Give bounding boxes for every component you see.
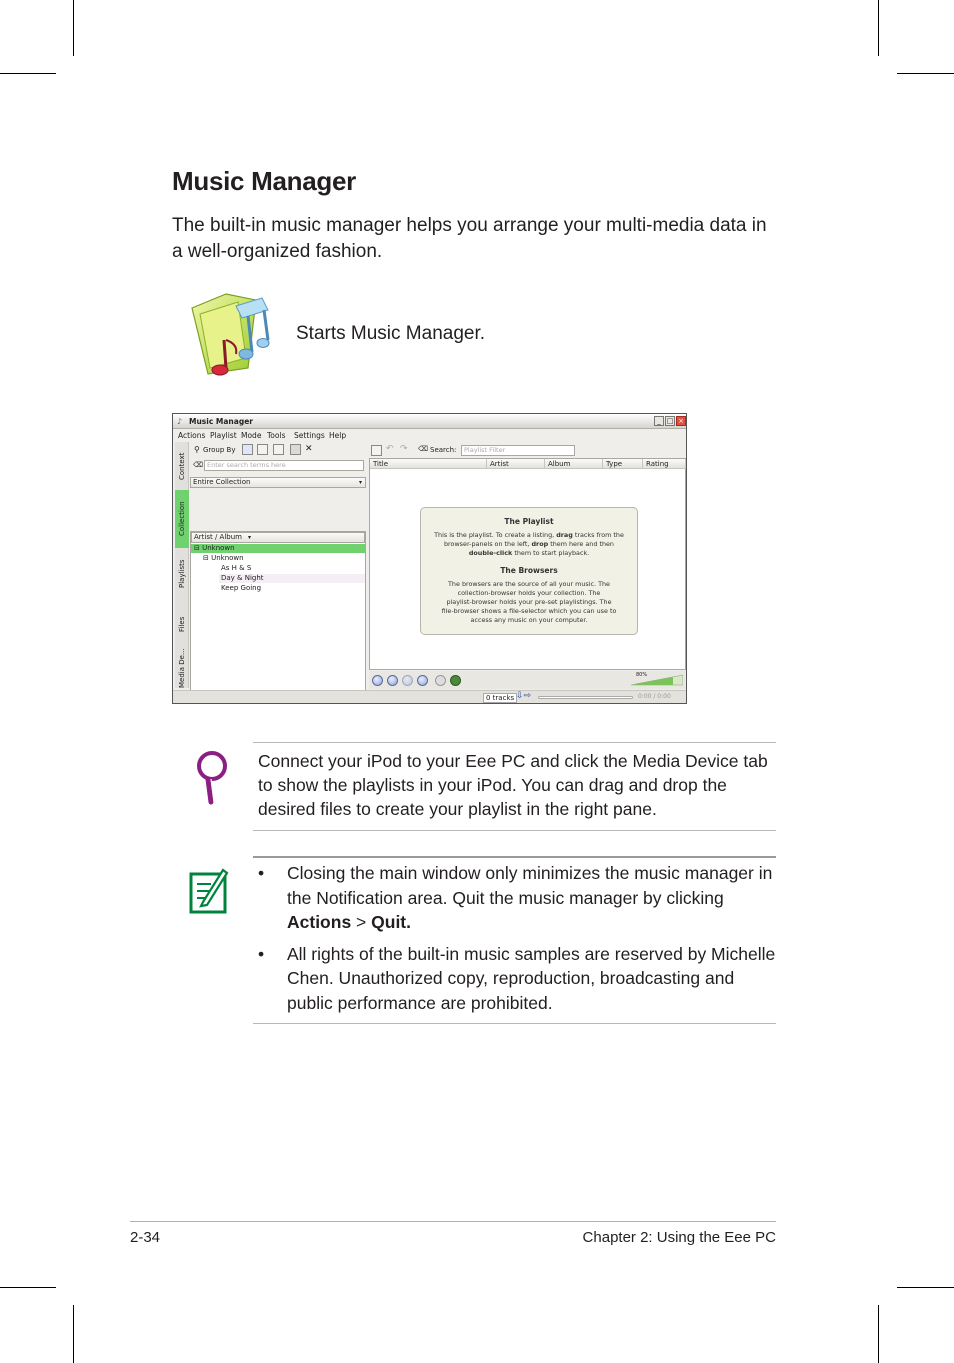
window-title: Music Manager bbox=[189, 417, 253, 426]
collection-tree bbox=[190, 531, 366, 704]
tree-artist-label: Unknown bbox=[202, 544, 235, 552]
crop-mark bbox=[897, 1287, 954, 1288]
tree-header[interactable] bbox=[191, 532, 365, 543]
bubble-line bbox=[421, 531, 637, 540]
music-folder-icon[interactable] bbox=[186, 288, 280, 380]
note-item-emphasis: Quit. bbox=[371, 912, 411, 932]
bubble-text: tracks from the bbox=[572, 531, 624, 539]
player-toolbar bbox=[369, 671, 686, 689]
note-item-text: All rights of the built-in music samples are reserved by Michelle Chen. Unauthorized copy, reproduction, broadcasting and public performance are prohibited. bbox=[287, 943, 776, 1013]
bubble-heading-browsers: The Browsers bbox=[500, 566, 558, 575]
tip-top-rule bbox=[253, 742, 776, 743]
bubble-text: This is the playlist. To create a listing, bbox=[434, 531, 557, 539]
column-artist[interactable]: Artist bbox=[487, 459, 545, 469]
playlist-pane bbox=[369, 442, 686, 690]
crop-mark bbox=[878, 1305, 879, 1363]
new-playlist-icon[interactable] bbox=[371, 445, 382, 456]
seek-slider[interactable] bbox=[538, 696, 633, 699]
filter-icon[interactable] bbox=[290, 444, 301, 455]
redo-icon[interactable]: ↷ bbox=[400, 444, 408, 454]
note-icon bbox=[189, 866, 229, 916]
footer-rule bbox=[130, 1221, 776, 1222]
magnifier-icon bbox=[193, 750, 229, 808]
group-icon: ⚲ bbox=[194, 445, 200, 454]
bubble-emphasis: double-click bbox=[468, 549, 513, 557]
bubble-text: them here and then bbox=[548, 540, 614, 548]
menu-actions[interactable]: Actions bbox=[178, 431, 206, 440]
tools-icon[interactable]: ✕ bbox=[305, 444, 313, 454]
clear-filter-icon[interactable]: ⌫ bbox=[418, 445, 428, 453]
tree-row-track[interactable]: Keep Going bbox=[221, 584, 262, 592]
note-item-text: Closing the main window only minimizes the music manager in the Notification area. Quit the music manager by clicking bbox=[287, 863, 773, 908]
track-count: 0 tracks bbox=[483, 693, 517, 703]
menu-settings[interactable]: Settings bbox=[294, 431, 325, 440]
time-display: 0:00 / 0:00 bbox=[638, 693, 671, 700]
menu-help[interactable]: Help bbox=[329, 431, 347, 440]
crop-mark bbox=[0, 1287, 56, 1288]
crop-mark bbox=[73, 0, 74, 56]
chapter-title: Chapter 2: Using the Eee PC bbox=[582, 1229, 776, 1246]
bubble-emphasis: drop bbox=[531, 540, 549, 548]
page-title: Music Manager bbox=[172, 166, 356, 196]
tab-collection[interactable]: Collection bbox=[175, 490, 189, 548]
note-item-emphasis: Actions bbox=[287, 912, 352, 932]
note-list bbox=[258, 861, 778, 1022]
note-item bbox=[258, 942, 778, 1016]
next-icon[interactable] bbox=[417, 675, 428, 686]
bubble-emphasis: drag bbox=[556, 531, 573, 539]
bubble-line: access any music on your computer. bbox=[470, 616, 588, 624]
list-icon[interactable] bbox=[257, 444, 268, 455]
crop-mark bbox=[878, 0, 879, 56]
maximize-button[interactable]: □ bbox=[666, 417, 674, 425]
window-titlebar bbox=[173, 414, 686, 429]
menu-tools[interactable]: Tools bbox=[267, 431, 286, 440]
music-note-icon: ♪ bbox=[177, 417, 183, 426]
volume-value: 80% bbox=[636, 672, 648, 678]
view-icon[interactable] bbox=[242, 444, 253, 455]
chevron-down-icon: ▾ bbox=[358, 479, 362, 486]
status-bar bbox=[173, 690, 686, 703]
column-rating[interactable]: Rating bbox=[643, 459, 686, 469]
undo-icon[interactable]: ↶ bbox=[386, 444, 394, 454]
playlist-help-bubble bbox=[420, 507, 638, 635]
bubble-text: them to start playback. bbox=[512, 549, 590, 557]
column-title[interactable]: Title bbox=[370, 459, 487, 469]
lastfm-icon[interactable] bbox=[450, 675, 461, 686]
collection-filter-value: Entire Collection bbox=[193, 478, 251, 486]
music-manager-screenshot bbox=[172, 413, 687, 704]
tab-context[interactable]: Context bbox=[178, 452, 186, 480]
download-icon[interactable]: ⇩⇨ bbox=[516, 691, 532, 701]
playlist-filter-input[interactable]: Playlist Filter bbox=[461, 445, 575, 456]
tree-row-artist[interactable]: ⊟ Unknown bbox=[191, 544, 365, 553]
tip-bottom-rule bbox=[253, 830, 776, 831]
search-label: Search: bbox=[430, 446, 457, 454]
tip-text: Connect your iPod to your Eee PC and click the Media Device tab to show the playlists in your iPod. You can drag and drop the desired files to create your playlist in the right pane. bbox=[258, 751, 768, 819]
tab-files[interactable]: Files bbox=[178, 616, 186, 632]
note-item bbox=[258, 861, 778, 935]
collection-browser bbox=[189, 442, 367, 690]
bubble-line: The browsers are the source of all your music. The bbox=[448, 580, 610, 588]
info-icon[interactable] bbox=[273, 444, 284, 455]
bubble-text: browser-panels on the left, bbox=[444, 540, 532, 548]
column-album[interactable]: Album bbox=[545, 459, 603, 469]
tab-playlists[interactable]: Playlists bbox=[178, 559, 186, 589]
play-icon[interactable] bbox=[387, 675, 398, 686]
bubble-line bbox=[421, 540, 637, 549]
bubble-line: collection-browser holds your collection. The bbox=[457, 589, 601, 597]
browser-tabs bbox=[175, 442, 189, 688]
bubble-heading-playlist: The Playlist bbox=[504, 517, 554, 526]
menu-bar bbox=[173, 429, 686, 442]
tab-media-device[interactable]: Media De... bbox=[178, 648, 186, 688]
tree-header-label: Artist / Album bbox=[194, 533, 242, 541]
note-bottom-rule bbox=[253, 1023, 776, 1024]
minimize-button[interactable]: _ bbox=[654, 416, 664, 426]
previous-icon[interactable] bbox=[372, 675, 383, 686]
note-top-rule bbox=[253, 856, 776, 858]
search-input[interactable]: Enter search terms here bbox=[204, 460, 364, 471]
bullet-mark: • bbox=[258, 863, 265, 883]
collection-filter-select[interactable] bbox=[190, 477, 366, 488]
crop-mark bbox=[73, 1305, 74, 1363]
playlist-table bbox=[369, 458, 686, 670]
clear-search-icon[interactable]: ⌫ bbox=[193, 461, 203, 469]
menu-mode[interactable]: Mode bbox=[241, 431, 262, 440]
tree-row-track[interactable]: Day & Night bbox=[219, 574, 365, 583]
menu-playlist[interactable]: Playlist bbox=[210, 431, 237, 440]
group-by-button[interactable]: Group By bbox=[203, 446, 236, 454]
starts-caption: Starts Music Manager. bbox=[296, 323, 486, 344]
crop-mark bbox=[0, 73, 56, 74]
crop-mark bbox=[897, 73, 954, 74]
tree-row-track[interactable]: As H & S bbox=[221, 564, 252, 572]
note-item-text: > bbox=[351, 912, 372, 932]
bullet-mark: • bbox=[258, 943, 265, 964]
tree-row-album[interactable]: ⊟ Unknown bbox=[203, 554, 244, 562]
bubble-line bbox=[421, 549, 637, 558]
chevron-down-icon: ▾ bbox=[248, 534, 252, 541]
pause-icon[interactable] bbox=[402, 675, 413, 686]
intro-paragraph: The built-in music manager helps you arrange your multi-media data in a well-organized fashion. bbox=[172, 215, 767, 262]
close-button[interactable]: × bbox=[676, 416, 686, 426]
bubble-line: playlist-browser holds your pre-set playlistings. The bbox=[446, 598, 612, 606]
bubble-line: file-browser shows a file-selector which you can use to bbox=[441, 607, 617, 615]
column-type[interactable]: Type bbox=[603, 459, 643, 469]
burn-icon[interactable] bbox=[435, 675, 446, 686]
page-number: 2-34 bbox=[130, 1229, 161, 1246]
tree-album-label: Unknown bbox=[211, 554, 244, 562]
